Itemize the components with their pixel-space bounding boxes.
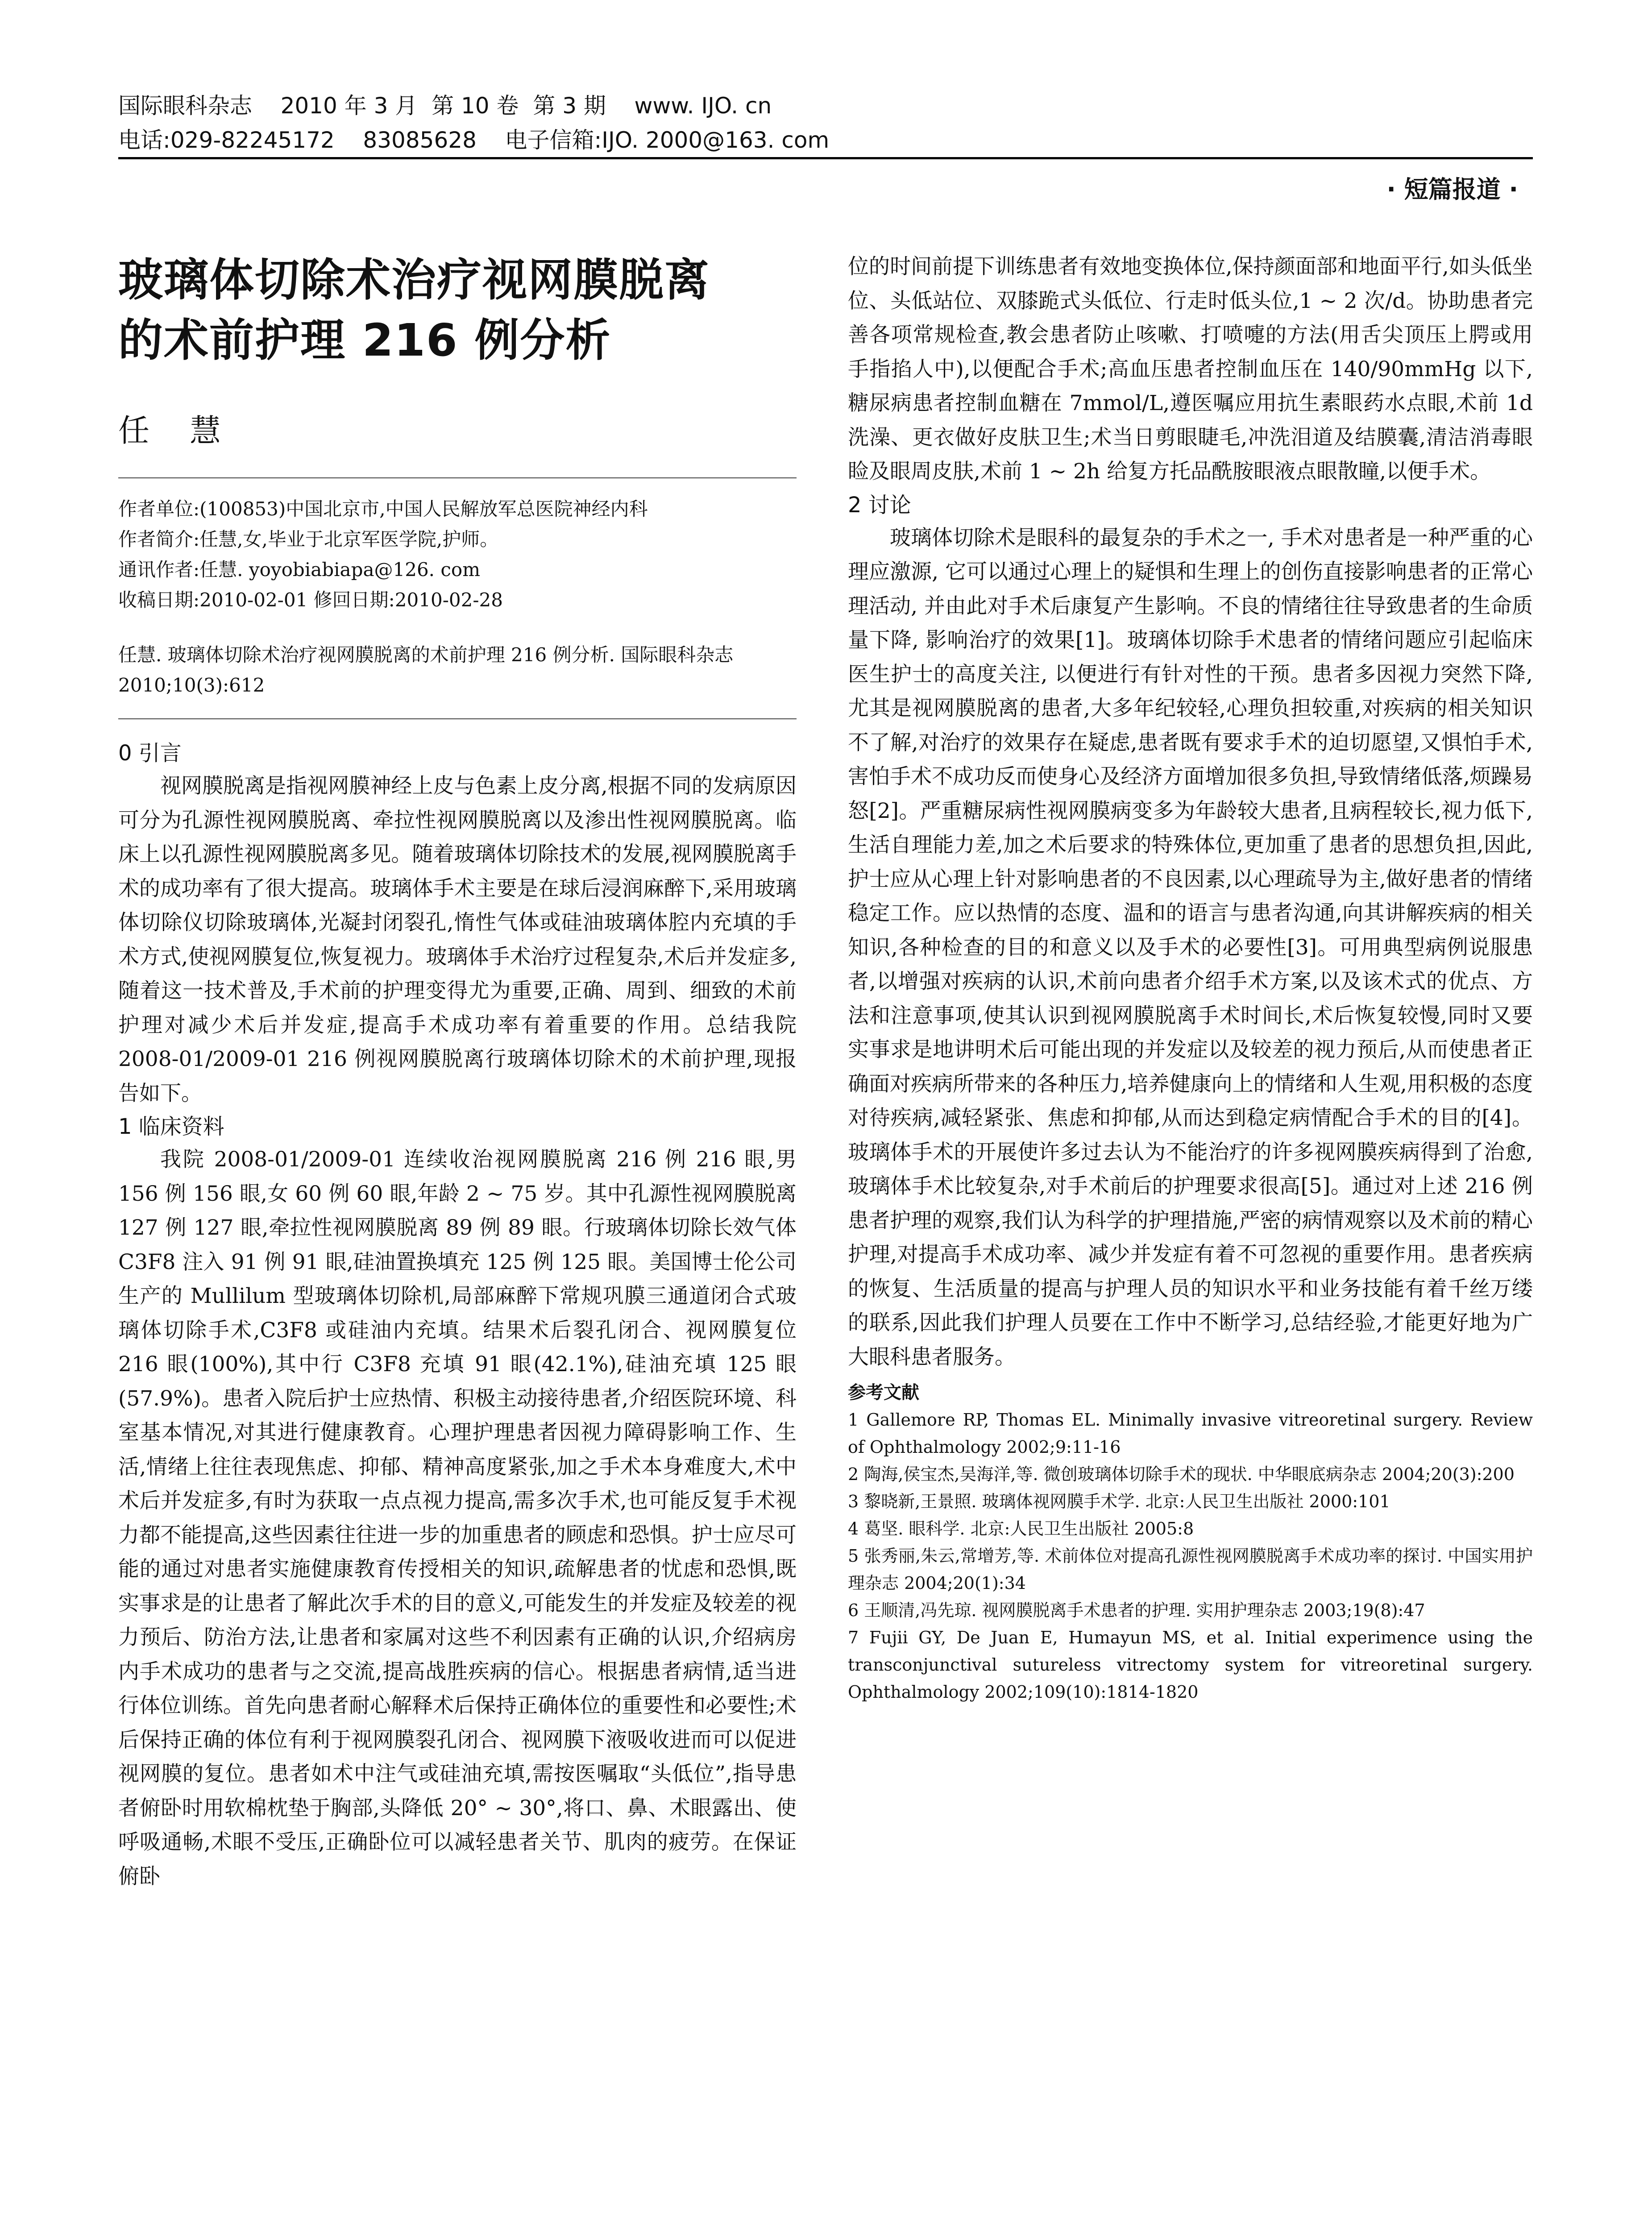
- left-column: [118, 250, 797, 1894]
- reference-item: 1 Gallemore RP, Thomas EL. Minimally invasive vitreoretinal surgery. Review of Ophthalmology 2002;9:11-16: [848, 1410, 1533, 1457]
- correspondence: 通讯作者:任慧. yoyobiabiapa@126. com: [118, 559, 481, 581]
- author-affiliation: 作者单位:(100853)中国北京市,中国人民解放军总医院神经内科: [118, 498, 648, 520]
- references-heading: 参考文献: [848, 1382, 919, 1403]
- author-name: 任慧: [118, 412, 261, 449]
- article-title: [118, 250, 797, 370]
- reference-item: 3 黎晓新,王景照. 玻璃体视网膜手术学. 北京:人民卫生出版社 2000:101: [848, 1492, 1391, 1511]
- discussion-heading: 2 讨论: [848, 492, 911, 518]
- right-column: [848, 250, 1533, 1706]
- clinical-heading: 1 临床资料: [118, 1114, 224, 1139]
- received-dates: 收稿日期:2010-02-01 修回日期:2010-02-28: [118, 589, 503, 611]
- clinical-continued-paragraph: 位的时间前提下训练患者有效地变换体位,保持颜面部和地面平行,如头低坐位、头低站位、双膝跪式头低位、行走时低头位,1 ~ 2 次/d。协助患者完善各项常规检查,教会患者防止咳嗽、打喷嚏的方法(用舌尖顶压上腭或用手指掐人中),以便配合手术;高血压患者控制血压在 140/90mmHg 以下,糖尿病患者控制血糖在 7mmol/L,遵医嘱应用抗生素眼药水点眼,术前 1d 洗澡、更衣做好皮肤卫生;术当日剪眼睫毛,冲洗泪道及结膜囊,清洁消毒眼睑及眼周皮肤,术前 1 ~ 2h 给复方托品酰胺眼液点眼散瞳,以便手术。: [848, 254, 1533, 484]
- reference-item: 4 葛坚. 眼科学. 北京:人民卫生出版社 2005:8: [848, 1519, 1194, 1538]
- reference-item: 7 Fujii GY, De Juan E, Humayun MS, et al. Initial experimence using the transconjunctival sutureless vitrectomy system for vitreoretinal surgery. Ophthalmology 2002;109(10):1814-1820: [848, 1628, 1533, 1702]
- discussion-paragraph: 玻璃体切除术是眼科的最复杂的手术之一, 手术对患者是一种严重的心理应激源, 它可以通过心理上的疑惧和生理上的创伤直接影响患者的正常心理活动, 并由此对手术后康复产生影响。不良的情绪往往导致患者的生命质量下降, 影响治疗的效果[1]。玻璃体切除手术患者的情绪问题应引起临床医生护士的高度关注, 以便进行有针对性的干预。患者多因视力突然下降,尤其是视网膜脱离的患者,大多年纪较轻,心理负担较重,对疾病的相关知识不了解,对治疗的效果存在疑虑,患者既有要求手术的迫切愿望,又惧怕手术,害怕手术不成功反而使身心及经济方面增加很多负担,导致情绪低落,烦躁易怒[2]。严重糖尿病性视网膜病变多为年龄较大患者,且病程较长,视力低下,生活自理能力差,加之术后要求的特殊体位,更加重了患者的思想负担,因此,护士应从心理上针对影响患者的不良因素,以心理疏导为主,做好患者的情绪稳定工作。应以热情的态度、温和的语言与患者沟通,向其讲解疾病的相关知识,各种检查的目的和意义以及手术的必要性[3]。可用典型病例说服患者,以增强对疾病的认识,术前向患者介绍手术方案,以及该术式的优点、方法和注意事项,使其认识到视网膜脱离手术时间长,术后恢复较慢,同时又要实事求是地讲明术后可能出现的并发症以及较差的视力预后,从而使患者正确面对疾病所带来的各种压力,培养健康向上的情绪和人生观,用积极的态度对待疾病,减轻紧张、焦虑和抑郁,从而达到稳定病情配合手术的目的[4]。玻璃体手术的开展使许多过去认为不能治疗的许多视网膜疾病得到了治愈,玻璃体手术比较复杂,对手术前后的护理要求很高[5]。通过对上述 216 例患者护理的观察,我们认为科学的护理措施,严密的病情观察以及术前的精心护理,对提高手术成功率、减少并发症有着不可忽视的重要作用。患者疾病的恢复、生活质量的提高与护理人员的知识水平和业务技能有着千丝万缕的联系,因此我们护理人员要在工作中不断学习,总结经验,才能更好地为广大眼科患者服务。: [848, 525, 1533, 1369]
- citation-divider: [118, 718, 797, 719]
- citation-line: 任慧. 玻璃体切除术治疗视网膜脱离的术前护理 216 例分析. 国际眼科杂志 2010;10(3):612: [118, 644, 734, 696]
- references-list: [848, 1406, 1533, 1706]
- section-tag: · 短篇报道 ·: [1386, 175, 1518, 203]
- title-line-2: 的术前护理 216 例分析: [118, 314, 611, 366]
- affiliation-divider: [118, 477, 797, 478]
- author-bio: 作者简介:任慧,女,毕业于北京军医学院,护师。: [118, 528, 499, 550]
- clinical-paragraph: 我院 2008-01/2009-01 连续收治视网膜脱离 216 例 216 眼,男 156 例 156 眼,女 60 例 60 眼,年龄 2 ~ 75 岁。其中孔源性视网膜脱离 127 例 127 眼,牵拉性视网膜脱离 89 例 89 眼。行玻璃体切除长效气体 C3F8 注入 91 例 91 眼,硅油置换填充 125 例 125 眼。美国博士伦公司生产的 Mullilum 型玻璃体切除机,局部麻醉下常规巩膜三通道闭合式玻璃体切除手术,C3F8 或硅油内充填。结果术后裂孔闭合、视网膜复位 216 眼(100%),其中行 C3F8 充填 91 眼(42.1%),硅油充填 125 眼(57.9%)。患者入院后护士应热情、积极主动接待患者,介绍医院环境、科室基本情况,对其进行健康教育。心理护理患者因视力障碍影响工作、生活,情绪上往往表现焦虑、抑郁、精神高度紧张,加之手术本身难度大,术中术后并发症多,有时为获取一点点视力提高,需多次手术,也可能反复手术视力都不能提高,这些因素往往进一步的加重患者的顾虑和恐惧。护士应尽可能的通过对患者实施健康教育传授相关的知识,疏解患者的忧虑和恐惧,既实事求是的让患者了解此次手术的目的意义,可能发生的并发症及较差的视力预后、防治方法,让患者和家属对这些不利因素有正确的认识,介绍病房内手术成功的患者与之交流,提高战胜疾病的信心。根据患者病情,适当进行体位训练。首先向患者耐心解释术后保持正确体位的重要性和必要性;术后保持正确的体位有利于视网膜裂孔闭合、视网膜下液吸收进而可以促进视网膜的复位。患者如术中注气或硅油充填,需按医嘱取“头低位”,指导患者俯卧时用软棉枕垫于胸部,头降低 20° ~ 30°,将口、鼻、术眼露出、使呼吸通畅,术眼不受压,正确卧位可以减轻患者关节、肌肉的疲劳。在保证俯卧: [118, 1147, 797, 1889]
- title-line-1: 玻璃体切除术治疗视网膜脱离: [118, 254, 710, 306]
- header-divider: [118, 157, 1533, 159]
- intro-paragraph: 视网膜脱离是指视网膜神经上皮与色素上皮分离,根据不同的发病原因可分为孔源性视网膜脱离、牵拉性视网膜脱离以及渗出性视网膜脱离。临床上以孔源性视网膜脱离多见。随着玻璃体切除技术的发展,视网膜脱离手术的成功率有了很大提高。玻璃体手术主要是在球后浸润麻醉下,采用玻璃体切除仪切除玻璃体,光凝封闭裂孔,惰性气体或硅油玻璃体腔内充填的手术方式,使视网膜复位,恢复视力。玻璃体手术治疗过程复杂,术后并发症多,随着这一技术普及,手术前的护理变得尤为重要,正确、周到、细致的术前护理对减少术后并发症,提高手术成功率有着重要的作用。总结我院 2008-01/2009-01 216 例视网膜脱离行玻璃体切除术的术前护理,现报告如下。: [118, 774, 797, 1106]
- reference-item: 2 陶海,侯宝杰,吴海洋,等. 微创玻璃体切除手术的现状. 中华眼底病杂志 2004;20(3):200: [848, 1464, 1515, 1484]
- reference-item: 6 王顺清,冯先琼. 视网膜脱离手术患者的护理. 实用护理杂志 2003;19(8):47: [848, 1601, 1425, 1620]
- intro-heading: 0 引言: [118, 741, 182, 766]
- journal-contact-info: 电话:029-82245172 83085628 电子信箱:IJO. 2000@163. com: [118, 127, 830, 153]
- journal-header-info: 国际眼科杂志 2010 年 3 月 第 10 卷 第 3 期 www. IJO. cn: [118, 93, 772, 119]
- reference-item: 5 张秀丽,朱云,常增芳,等. 术前体位对提高孔源性视网膜脱离手术成功率的探讨. 中国实用护理杂志 2004;20(1):34: [848, 1546, 1533, 1593]
